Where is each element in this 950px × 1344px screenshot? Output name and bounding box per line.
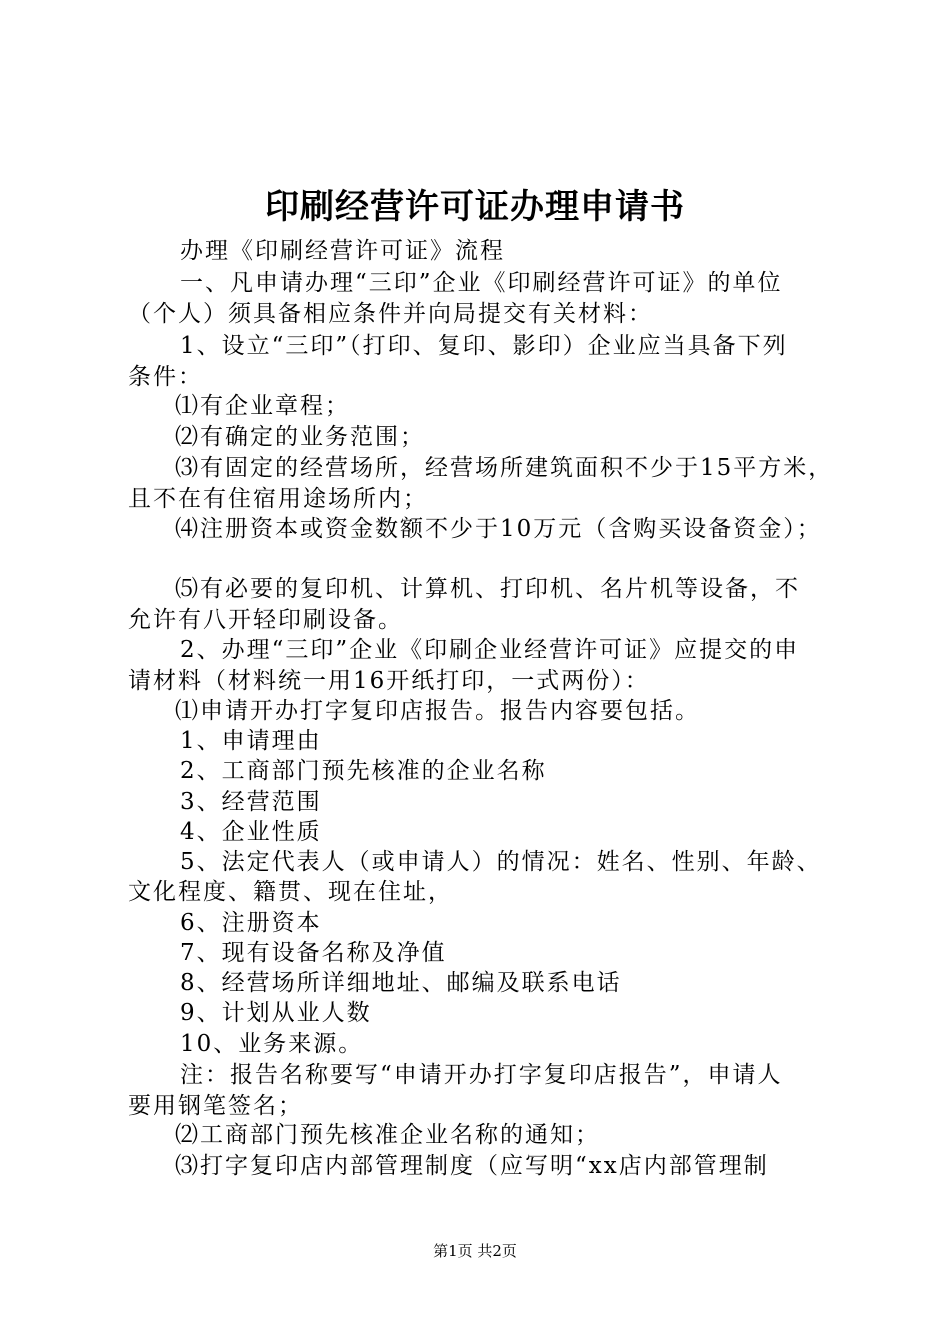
paragraph-line: 5、法定代表人（或申请人）的情况：姓名、性别、年龄、 <box>180 849 822 875</box>
paragraph-line: 7、现有设备名称及净值 <box>180 940 447 966</box>
paragraph-line: 请材料（材料统一用16开纸打印，一式两份）： <box>128 668 650 694</box>
paragraph-line: 且不在有住宿用途场所内； <box>128 486 428 512</box>
paragraph-line: 10、业务来源。 <box>180 1031 364 1057</box>
paragraph-line: 注：报告名称要写“申请开办打字复印店报告”，申请人 <box>180 1062 783 1088</box>
paragraph-line: 办理《印刷经营许可证》流程 <box>180 238 505 264</box>
paragraph-line: 8、经营场所详细地址、邮编及联系电话 <box>180 970 622 996</box>
paragraph-line: 文化程度、籍贯、现在住址， <box>128 879 453 905</box>
paragraph-line: 允许有八开轻印刷设备。 <box>128 607 403 633</box>
paragraph-line: ⑵有确定的业务范围； <box>175 424 425 450</box>
paragraph-line: ⑷注册资本或资金数额不少于10万元（含购买设备资金）； <box>175 516 822 542</box>
paragraph-line: 一、凡申请办理“三印”企业《印刷经营许可证》的单位 <box>180 270 783 296</box>
page-number: 第1页 共2页 <box>433 1242 517 1260</box>
paragraph-line: ⑸有必要的复印机、计算机、打印机、名片机等设备，不 <box>175 576 800 602</box>
paragraph-line: 4、企业性质 <box>180 819 322 845</box>
paragraph-line: （个人）须具备相应条件并向局提交有关材料： <box>128 301 653 327</box>
paragraph-line: ⑶打字复印店内部管理制度（应写明“xx店内部管理制 <box>175 1153 769 1179</box>
paragraph-line: ⑵工商部门预先核准企业名称的通知； <box>175 1122 600 1148</box>
paragraph-line: 要用钢笔签名； <box>128 1093 303 1119</box>
paragraph-line: 1、申请理由 <box>180 728 322 754</box>
paragraph-line: 2、办理“三印”企业《印刷企业经营许可证》应提交的申 <box>180 637 800 663</box>
document-title: 印刷经营许可证办理申请书 <box>265 187 685 227</box>
paragraph-line: ⑴有企业章程； <box>175 393 350 419</box>
paragraph-line: 2、工商部门预先核准的企业名称 <box>180 758 547 784</box>
paragraph-line: 3、经营范围 <box>180 789 322 815</box>
paragraph-line: 9、计划从业人数 <box>180 1000 372 1026</box>
paragraph-line: ⑶有固定的经营场所，经营场所建筑面积不少于15平方米， <box>175 455 834 481</box>
paragraph-line: 1、设立“三印”（打印、复印、影印）企业应当具备下列 <box>180 333 788 359</box>
paragraph-line: 条件： <box>128 364 203 390</box>
paragraph-line: 6、注册资本 <box>180 910 322 936</box>
paragraph-line: ⑴申请开办打字复印店报告。报告内容要包括。 <box>175 698 700 724</box>
